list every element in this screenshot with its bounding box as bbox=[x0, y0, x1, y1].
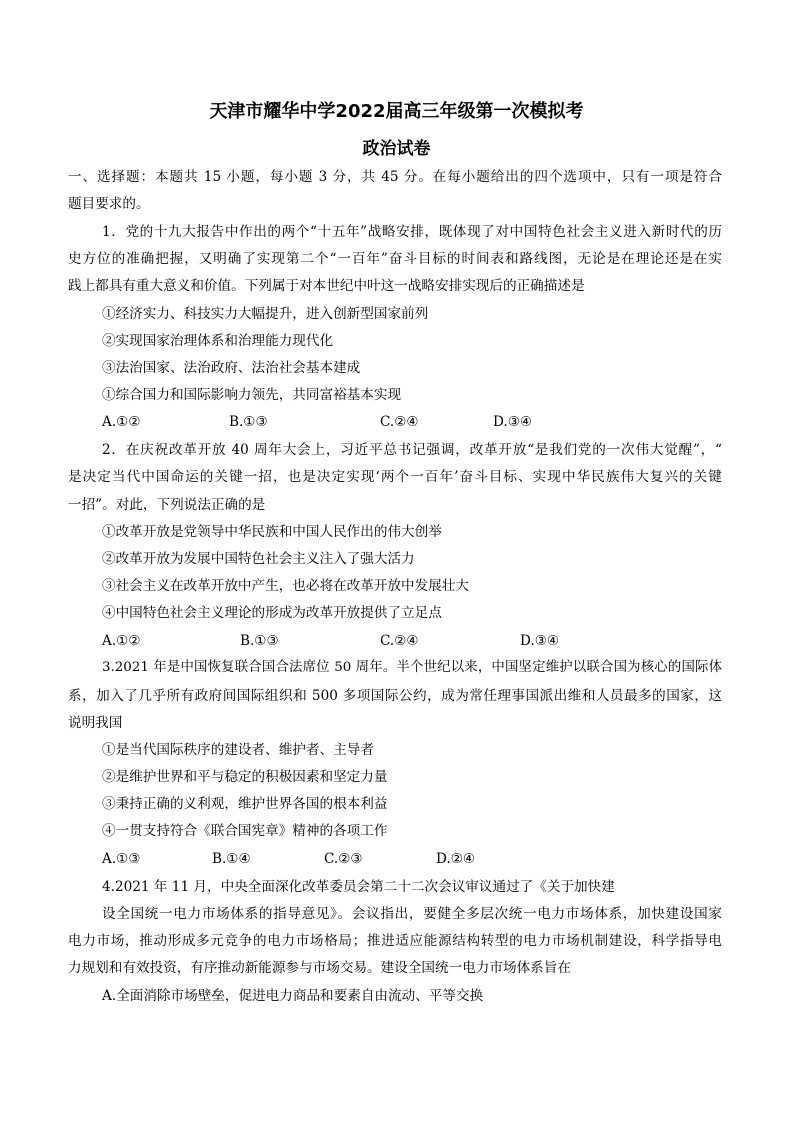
statement-item: ①是当代国际秩序的建设者、维护者、主导者 bbox=[102, 742, 374, 758]
statement-item: ③社会主义在改革开放中产生，也必将在改革开放中发展壮大 bbox=[102, 578, 470, 594]
question-stem-line: 一招”。对此，下列说法正确的是 bbox=[68, 497, 266, 513]
option-b: B.①③ bbox=[229, 414, 268, 430]
option-a: A.①② bbox=[102, 414, 141, 430]
statement-item: ③法治国家、法治政府、法治社会基本建成 bbox=[102, 360, 361, 376]
question-stem-line: 说明我国 bbox=[68, 715, 123, 731]
question-stem-line: 践上都具有重大意义和价值。下列属于对本世纪中叶这一战略安排实现后的正确描述是 bbox=[68, 278, 585, 294]
option-c: C.②④ bbox=[380, 414, 419, 430]
statement-item: ②是维护世界和平与稳定的积极因素和坚定力量 bbox=[102, 769, 388, 785]
question-stem-line: 3.2021 年是中国恢复联合国合法席位 50 周年。半个世纪以来，中国坚定维护以联合国为核心的国际体 bbox=[102, 660, 722, 675]
option-b: B.①③ bbox=[240, 633, 279, 649]
statement-item: ①经济实力、科技实力大幅提升，进入创新型国家前列 bbox=[102, 306, 429, 322]
question-stem-line: 2．在庆祝改革开放 40 周年大会上，习近平总书记强调，改革开放“是我们党的一次伟大觉醒”，“ bbox=[102, 442, 722, 458]
question-stem-line: 是决定当代中国命运的关键一招，也是决定实现‘两个一百年’奋斗目标、实现中华民族伟大复兴的关键 bbox=[68, 469, 722, 485]
option-d: D.③④ bbox=[520, 633, 560, 649]
question-stem-line: 4.2021 年 11 月，中央全面深化改革委员会第二十二次会议审议通过了《关于加快建 bbox=[102, 879, 615, 895]
option-a: A.①② bbox=[102, 633, 141, 649]
question-stem-line: 电力市场，推动形成多元竞争的电力市场格局；推进适应能源结构转型的电力市场机制建设，科学指导电 bbox=[68, 933, 722, 949]
option-a: A.全面消除市场壁垒，促进电力商品和要素自由流动、平等交换 bbox=[102, 988, 484, 1004]
option-d: D.③④ bbox=[493, 414, 533, 430]
statement-item: ①综合国力和国际影响力领先，共同富裕基本实现 bbox=[102, 387, 402, 403]
option-a: A.①③ bbox=[102, 851, 141, 867]
exam-title: 天津市耀华中学2022届高三年级第一次模拟考 bbox=[209, 101, 584, 122]
option-d: D.②④ bbox=[436, 851, 476, 867]
statement-item: ②实现国家治理体系和治理能力现代化 bbox=[102, 333, 334, 349]
statement-item: ③秉持正确的义利观，维护世界各国的根本利益 bbox=[102, 796, 388, 812]
option-b: B.①④ bbox=[212, 851, 251, 867]
statement-item: ④一贯支持符合《联合国宪章》精神的各项工作 bbox=[102, 823, 388, 839]
statement-item: ①改革开放是党领导中华民族和中国人民作出的伟大创举 bbox=[102, 524, 442, 540]
question-stem-line: 史方位的准确把握，又明确了实现第二个“一百年”奋斗目标的时间表和路线图，无论是在理论还是在实 bbox=[68, 251, 722, 267]
question-stem-line: 系，加入了几乎所有政府间国际组织和 500 多项国际公约，成为常任理事国派出维和人员最多的国家，这 bbox=[68, 688, 722, 704]
option-c: C.②③ bbox=[324, 851, 363, 867]
statement-item: ②改革开放为发展中国特色社会主义注入了强大活力 bbox=[102, 551, 415, 567]
question-stem-line: 设全国统一电力市场体系的指导意见》。会议指出，要健全多层次统一电力市场体系，加快建设国家 bbox=[102, 906, 722, 922]
section-instructions-line: 题目要求的。 bbox=[68, 196, 150, 212]
question-stem-line: 1．党的十九大报告中作出的两个“十五年”战略安排，既体现了对中国特色社会主义进入新时代的历 bbox=[102, 224, 722, 240]
statement-item: ④中国特色社会主义理论的形成为改革开放提供了立足点 bbox=[102, 605, 442, 621]
option-c: C.②④ bbox=[380, 633, 419, 649]
section-instructions-line: 一、选择题：本题共 15 小题，每小题 3 分，共 45 分。在每小题给出的四个选项中，只有一项是符合 bbox=[68, 169, 722, 185]
exam-subject: 政治试卷 bbox=[362, 139, 431, 159]
question-stem-line: 力规划和有效投资，有序推动新能源参与市场交易。建设全国统一电力市场体系旨在 bbox=[68, 960, 571, 976]
